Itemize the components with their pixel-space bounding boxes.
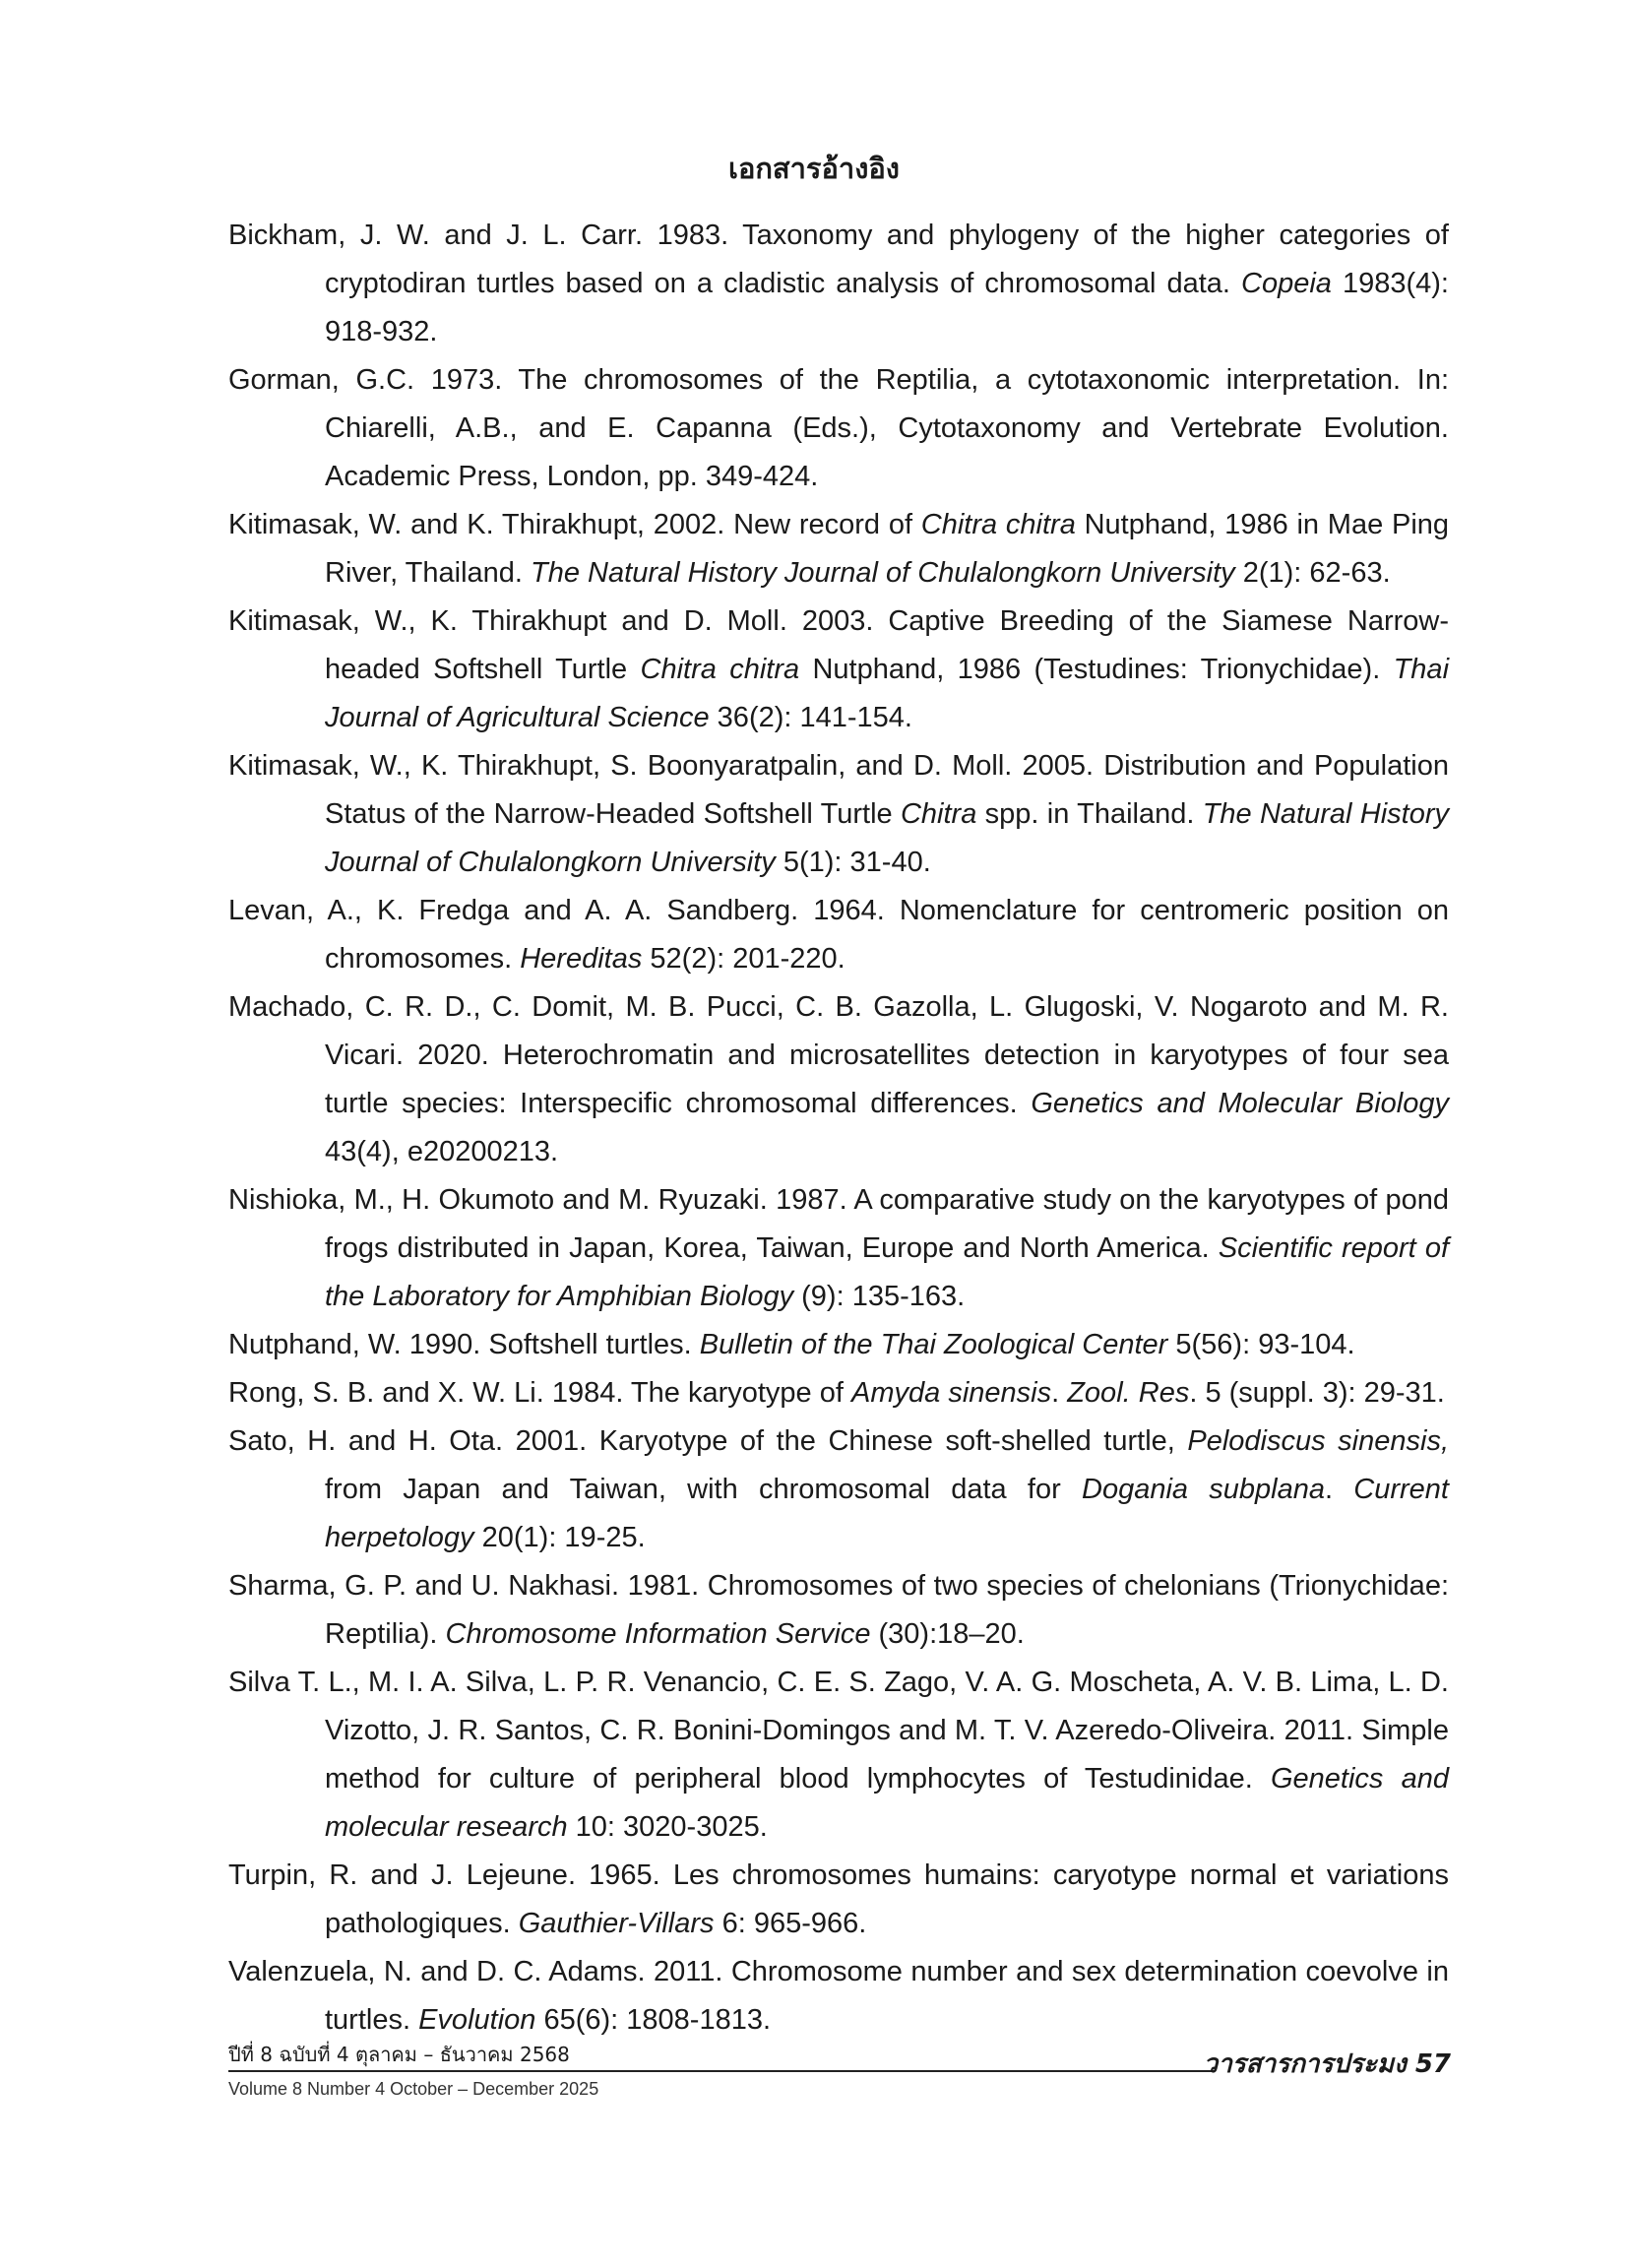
reference-entry (228, 1321, 1449, 1369)
reference-list (228, 212, 1449, 2045)
reference-text: Nutphand, 1986 in Mae Ping River, Thailand. (325, 509, 1450, 589)
reference-entry (228, 212, 1449, 356)
reference-text: Silva T. L., M. I. A. Silva, L. P. R. Venancio, C. E. S. Zago, V. A. G. Moscheta, A. V. B. Lima, L. D. Vizotto, J. R. Santos, C. R. Bonini-Domingos and M. T. V. Azeredo-Oliveira. 2011. Simple method for culture of peripheral blood lymphocytes of Testudinidae. (228, 1667, 1449, 1795)
reference-italic-text: Bulletin of the Thai Zoological Center (699, 1329, 1168, 1360)
reference-text: 2(1): 62-63. (1234, 557, 1391, 589)
reference-italic-text: Scientific report of the Laboratory for Amphibian Biology (325, 1232, 1450, 1312)
reference-text: 65(6): 1808-1813. (535, 2004, 772, 2036)
reference-text: 36(2): 141-154. (709, 702, 912, 733)
reference-entry (228, 1562, 1449, 1659)
reference-text: 43(4), e20200213. (325, 1136, 559, 1167)
reference-italic-text: Chitra chitra (920, 509, 1076, 540)
reference-text: Nishioka, M., H. Okumoto and M. Ryuzaki. 1987. A comparative study on the karyotypes of pond frogs distributed in Japan, Korea, Taiwan, Europe and North America. (228, 1184, 1449, 1264)
reference-text: Gorman, G.C. 1973. The chromosomes of the Reptilia, a cytotaxonomic interpretation. In: Chiarelli, A.B., and E. Capanna (Eds.), Cytotaxonomy and Vertebrate Evolution. Academic Press, London, pp. 349-424. (228, 364, 1449, 492)
reference-text: Sato, H. and H. Ota. 2001. Karyotype of the Chinese soft-shelled turtle, (228, 1425, 1188, 1457)
footer-journal-page: วารสารการประมง 57 (1203, 2049, 1451, 2079)
reference-italic-text: Chitra chitra (640, 654, 800, 685)
reference-text: 20(1): 19-25. (473, 1522, 646, 1553)
reference-text: Machado, C. R. D., C. Domit, M. B. Pucci, C. B. Gazolla, L. Glugoski, V. Nogaroto and M. R. Vicari. 2020. Heterochromatin and microsatellites detection in karyotypes of four sea turtle species: Interspecific chromosomal differences. (228, 991, 1449, 1119)
reference-text: . 5 (suppl. 3): 29-31. (1189, 1377, 1445, 1409)
reference-italic-text: The Natural History Journal of Chulalongkorn University (531, 557, 1235, 589)
reference-text: 1983(4): 918-932. (325, 268, 1449, 347)
reference-italic-text: Chromosome Information Service (445, 1618, 871, 1650)
reference-italic-text: Amyda sinensis (851, 1377, 1052, 1409)
reference-text: Nutphand, W. 1990. Softshell turtles. (228, 1329, 700, 1360)
reference-text: (30):18–20. (870, 1618, 1025, 1650)
reference-italic-text: Current herpetology (325, 1474, 1449, 1553)
reference-text: Sharma, G. P. and U. Nakhasi. 1981. Chromosomes of two species of chelonians (Trionychidae: Reptilia). (228, 1570, 1449, 1650)
reference-text: Kitimasak, W., K. Thirakhupt and D. Moll. 2003. Captive Breeding of the Siamese Narrow- headed Softshell Turtle (228, 605, 1449, 685)
reference-entry (228, 1948, 1449, 2045)
reference-text: Turpin, R. and J. Lejeune. 1965. Les chromosomes humains: caryotype normal et variations pathologiques. (228, 1859, 1449, 1939)
reference-italic-text: Genetics and molecular research (325, 1763, 1449, 1843)
reference-entry (228, 887, 1449, 983)
reference-text: spp. in Thailand. (976, 798, 1203, 830)
reference-text: 52(2): 201-220. (642, 943, 845, 975)
reference-text: 5(56): 93-104. (1167, 1329, 1355, 1360)
reference-entry (228, 1659, 1449, 1852)
reference-text: 6: 965-966. (714, 1908, 867, 1939)
reference-entry (228, 1852, 1449, 1948)
reference-entry (228, 501, 1449, 598)
reference-text: . (1051, 1377, 1068, 1409)
reference-italic-text: Copeia (1241, 268, 1332, 299)
reference-text: Kitimasak, W., K. Thirakhupt, S. Boonyaratpalin, and D. Moll. 2005. Distribution and Population Status of the Narrow-Headed Softshell Turtle (228, 750, 1449, 830)
reference-italic-text: Gauthier-Villars (518, 1908, 715, 1939)
reference-text: Valenzuela, N. and D. C. Adams. 2011. Chromosome number and sex determination coevolve in turtles. (228, 1956, 1449, 2036)
reference-entry (228, 356, 1449, 501)
reference-text: Kitimasak, W. and K. Thirakhupt, 2002. New record of (228, 509, 921, 540)
page-title: เอกสารอ้างอิง (728, 152, 900, 185)
reference-entry (228, 742, 1449, 887)
reference-italic-text: Chitra (900, 798, 977, 830)
reference-italic-text: Zool. Res (1067, 1377, 1190, 1409)
reference-text: (9): 135-163. (793, 1281, 966, 1312)
reference-italic-text: The Natural History Journal of Chulalongkorn University (325, 798, 1450, 878)
reference-text: Nutphand, 1986 (Testudines: Trionychidae). (799, 654, 1394, 685)
reference-italic-text: Evolution (418, 2004, 536, 2036)
reference-entry (228, 1369, 1449, 1418)
reference-entry (228, 983, 1449, 1176)
reference-italic-text: Genetics and Molecular Biology (1031, 1088, 1449, 1119)
reference-entry (228, 598, 1449, 742)
reference-text: from Japan and Taiwan, with chromosomal data for (325, 1474, 1082, 1505)
footer-volume-english: Volume 8 Number 4 October – December 2025 (228, 2079, 599, 2099)
reference-text: 10: 3020-3025. (567, 1811, 768, 1843)
reference-italic-text: Thai Journal of Agricultural Science (325, 654, 1450, 733)
reference-entry (228, 1176, 1449, 1321)
footer-issue-thai: ปีที่ 8 ฉบับที่ 4 ตุลาคม – ธันวาคม 2568 (228, 2039, 570, 2072)
reference-italic-text: Hereditas (520, 943, 643, 975)
reference-text: Rong, S. B. and X. W. Li. 1984. The karyotype of (228, 1377, 851, 1409)
reference-text: Levan, A., K. Fredga and A. A. Sandberg. 1964. Nomenclature for centromeric position on chromosomes. (228, 895, 1449, 975)
reference-text: Bickham, J. W. and J. L. Carr. 1983. Taxonomy and phylogeny of the higher categories of cryptodiran turtles based on a cladistic analysis of chromosomal data. (228, 220, 1449, 299)
reference-italic-text: Dogania subplana (1082, 1474, 1325, 1505)
reference-entry (228, 1418, 1449, 1562)
reference-text: 5(1): 31-40. (775, 847, 931, 878)
reference-italic-text: Pelodiscus sinensis, (1187, 1425, 1449, 1457)
reference-text: . (1324, 1474, 1354, 1505)
